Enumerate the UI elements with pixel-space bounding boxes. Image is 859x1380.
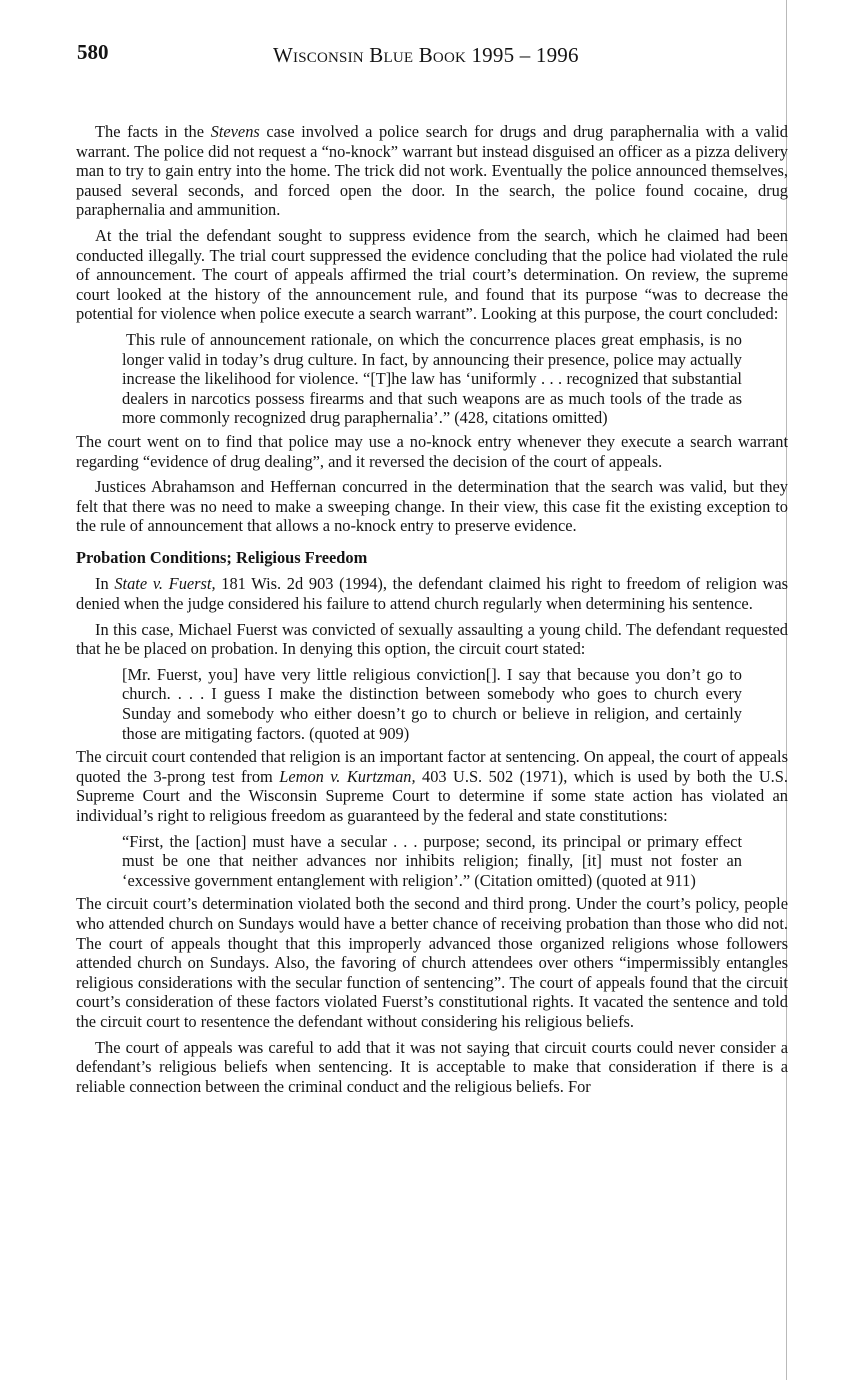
running-head-word-2: Blue: [369, 43, 414, 67]
paragraph-concurrence: Justices Abrahamson and Heffernan concurred in the determination that the search was valid, but they felt that there was no need to make a sweeping change. In their view, this case fit the existing exception to the rule of announcement that allows a no-knock entry to preserve evidence.: [76, 477, 788, 536]
block-quote-circuit-court: [Mr. Fuerst, you] have very little religious conviction[]. I say that because you don’t go to church. . . . I guess I make the distinction between somebody who goes to church every Sunday and somebody who either doesn’t go to church or believe in religion, and certainly those are mitigating factors. (quoted at 909): [122, 664, 742, 743]
section-heading: Probation Conditions; Religious Freedom: [76, 547, 368, 567]
paragraph-no-knock-ruling: The court went on to find that police may use a no-knock entry whenever they execute a search warrant regarding “evidence of drug dealing”, and it reversed the decision of the court of appeals.: [76, 431, 788, 471]
paragraph-fuerst-facts: In this case, Michael Fuerst was convicted of sexually assaulting a young child. The defendant requested that he be placed on probation. In denying this option, the circuit court stated:: [76, 619, 788, 659]
paragraph-stevens-facts: The facts in the Stevens case involved a police search for drugs and drug paraphernalia with a valid warrant. The police did not request a “no-knock” warrant but instead disguised an officer as a pizza delivery man to try to gain entry into the home. The trick did not work. Eventually the police announced themselves, paused several seconds, and forced open the door. In the search, the police found cocaine, drug paraphernalia and ammunition.: [76, 122, 789, 220]
page-body: [76, 122, 788, 1102]
page-number: 580: [77, 40, 109, 64]
paragraph-caveat: The court of appeals was careful to add that it was not saying that circuit courts could never consider a defendant’s religious beliefs when sentencing. It is acceptable to make that consideration if there is a reliable connection between the criminal conduct and the religious beliefs. For: [76, 1037, 788, 1096]
running-head-years: 1995 – 1996: [471, 43, 579, 67]
case-name-stevens: Stevens: [210, 122, 260, 141]
paragraph-trial: At the trial the defendant sought to suppress evidence from the search, which he claimed had been conducted illegally. The trial court suppressed the evidence concluding that the police had violated the rule of announcement. The court of appeals affirmed the trial court’s determination. On review, the supreme court looked at the history of the announcement rule, and found that its purpose “was to decrease the potential for violence when police execute a search warrant”. Looking at this purpose, the court concluded:: [76, 225, 788, 324]
running-head: [273, 43, 579, 68]
block-quote-lemon: “First, the [action] must have a secular . . . purpose; second, its principal or primary effect must be one that neither advances nor inhibits religion; finally, [it] must not foster an ‘excessive government entanglement with religion’.” (Citation omitted) (quoted at 911): [122, 831, 742, 890]
block-quote-announcement: This rule of announcement rationale, on which the concurrence places great emphasis, is no longer valid in today’s drug culture. In fact, by announcing their presence, police may actually increase the likelihood for violence. “[T]he law has ‘uniformly . . . recognized that substantial dealers in narcotics possess firearms and that such weapons are as much tools of the trade as more commonly recognized drug paraphernalia’.” (428, citations omitted): [122, 329, 742, 428]
running-head-word-1: Wisconsin: [273, 43, 364, 67]
paragraph-lemon-test: The circuit court contended that religion is an important factor at sentencing. On appeal, the court of appeals quoted the 3-prong test from Lemon v. Kurtzman, 403 U.S. 502 (1971), which is used by both the U.S. Supreme Court and the Wisconsin Supreme Court to determine if some state action has violated an individual’s right to religious freedom as guaranteed by the federal and state constitutions:: [76, 747, 788, 825]
case-name-lemon: Lemon v. Kurtzman,: [279, 766, 416, 786]
paragraph-violation: The circuit court’s determination violated both the second and third prong. Under the court’s policy, people who attended church on Sundays would have a better chance of receiving probation than those who did not. The court of appeals thought that this improperly advanced those organized religions whose followers attended church on Sundays. Also, the favoring of church attendees over others “impermissibly entangles religious considerations with the secular function of sentencing”. The court of appeals found that the circuit court’s consideration of these factors violated Fuerst’s constitutional rights. It vacated the sentence and told the circuit court to resentence the defendant without considering his religious beliefs.: [76, 894, 788, 1031]
running-head-word-3: Book: [418, 43, 467, 67]
paragraph-fuerst-intro: In State v. Fuerst, 181 Wis. 2d 903 (1994), the defendant claimed his right to freedom of religion was denied when the judge considered his failure to attend church regularly when determining his sentence.: [76, 574, 788, 614]
case-name-fuerst: State v. Fuerst,: [114, 574, 216, 594]
